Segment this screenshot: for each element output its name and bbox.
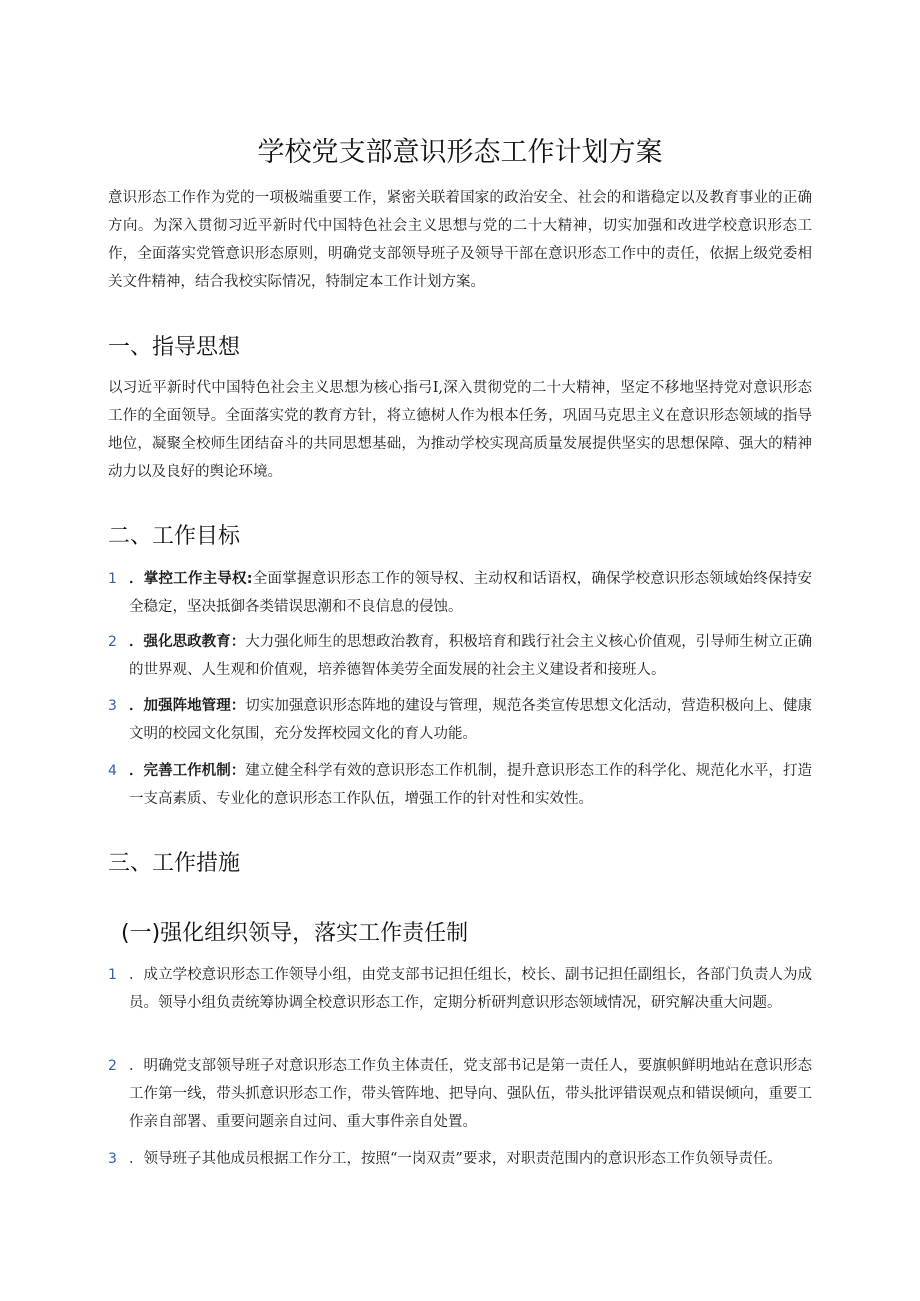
list-item-heading: ．强化思政教育： bbox=[129, 634, 246, 650]
list-item-body: 大力强化师生的思想政治教育，积极培育和践行社会主义核心价值观，引导师生树立正确的世界观、人生观和价值观，培养德智体美劳全面发展的社会主义建设者和接班人。 bbox=[129, 634, 813, 678]
section-heading-work-goals: 二、工作目标 bbox=[108, 524, 241, 549]
list-item bbox=[108, 628, 812, 684]
list-item-text: ．明确党支部领导班子对意识形态工作负主体责任，党支部书记是第一责任人，要旗帜鲜明地站在意识形态工作第一线，带头抓意识形态工作，带头管阵地、把导向、强队伍，带头批评错误观点和错误倾向，重要工作亲自部署、重要问题亲自过问、重大事件亲自处置。 bbox=[129, 1058, 812, 1130]
list-item bbox=[108, 1052, 812, 1136]
list-item bbox=[108, 757, 812, 813]
guiding-thought-paragraph: 以习近平新时代中国特色社会主义思想为核心指弓I,深入贯彻党的二十大精神，坚定不移地坚持党对意识形态工作的全面领导。全面落实党的教育方针，将立德树人作为根本任务，巩固马克思主义在意识形态领域的指导地位，凝聚全校师生团结奋斗的共同思想基础，为推动学校实现高质量发展提供坚实的思想保障、强大的精神动力以及良好的舆论环境。 bbox=[108, 380, 812, 480]
list-item-body: 切实加强意识形态阵地的建设与管理，规范各类宣传思想文化活动，营造积极向上、健康文明的校园文化氛围，充分发挥校园文化的育人功能。 bbox=[129, 698, 813, 742]
list-number: 2 bbox=[108, 1058, 117, 1074]
list-number: 2 bbox=[108, 634, 117, 650]
list-item bbox=[108, 565, 812, 621]
section-heading-work-measures: 三、工作措施 bbox=[108, 851, 241, 876]
list-number: 1 bbox=[108, 571, 117, 587]
list-item-text: ．领导班子其他成员根据工作分工，按照“一岗双责”要求，对职责范围内的意识形态工作负领导责任。 bbox=[129, 1151, 782, 1167]
section-heading-guiding-thought: 一、指导思想 bbox=[108, 335, 241, 360]
intro-paragraph: 意识形态工作作为党的一项极端重要工作，紧密关联着国家的政治安全、社会的和谐稳定以及教育事业的正确方向。为深入贯彻习近平新时代中国特色社会主义思想与党的二十大精神，切实加强和改进学校意识形态工作，全面落实党管意识形态原则，明确党支部领导班子及领导干部在意识形态工作中的责任，依据上级党委相关文件精神，结合我校实际情况，特制定本工作计划方案。 bbox=[108, 190, 812, 290]
list-item-body: 建立健全科学有效的意识形态工作机制，提升意识形态工作的科学化、规范化水平，打造一支高素质、专业化的意识形态工作队伍，增强工作的针对性和实效性。 bbox=[129, 763, 813, 807]
list-number: 1 bbox=[108, 967, 117, 983]
list-item-text bbox=[129, 565, 812, 621]
list-item-text: ．成立学校意识形态工作领导小组，由党支部书记担任组长，校长、副书记担任副组长，各部门负责人为成员。领导小组负责统筹协调全校意识形态工作，定期分析研判意识形态领域情况，研究解决重大问题。 bbox=[129, 967, 812, 1011]
list-item-text bbox=[129, 757, 812, 813]
list-item-text bbox=[129, 628, 812, 684]
subsection-heading: (一)强化组织领导，落实工作责任制 bbox=[121, 921, 469, 946]
list-number: 4 bbox=[108, 763, 117, 779]
list-item bbox=[108, 692, 812, 748]
document-title: 学校党支部意识形态工作计划方案 bbox=[257, 137, 663, 168]
list-item-heading: ．完善工作机制： bbox=[129, 763, 246, 779]
list-item bbox=[108, 961, 812, 1017]
list-item bbox=[108, 1145, 812, 1173]
list-item-body: 全面掌握意识形态工作的领导权、主动权和话语权，确保学校意识形态领域始终保持安全稳定，坚决抵御各类错误思潮和不良信息的侵蚀。 bbox=[129, 571, 812, 615]
list-item-heading: ．加强阵地管理： bbox=[129, 698, 246, 714]
list-item-heading: ．掌控工作主导权: bbox=[129, 571, 253, 587]
list-number: 3 bbox=[108, 698, 117, 714]
list-number: 3 bbox=[108, 1151, 117, 1167]
list-item-text bbox=[129, 692, 812, 748]
